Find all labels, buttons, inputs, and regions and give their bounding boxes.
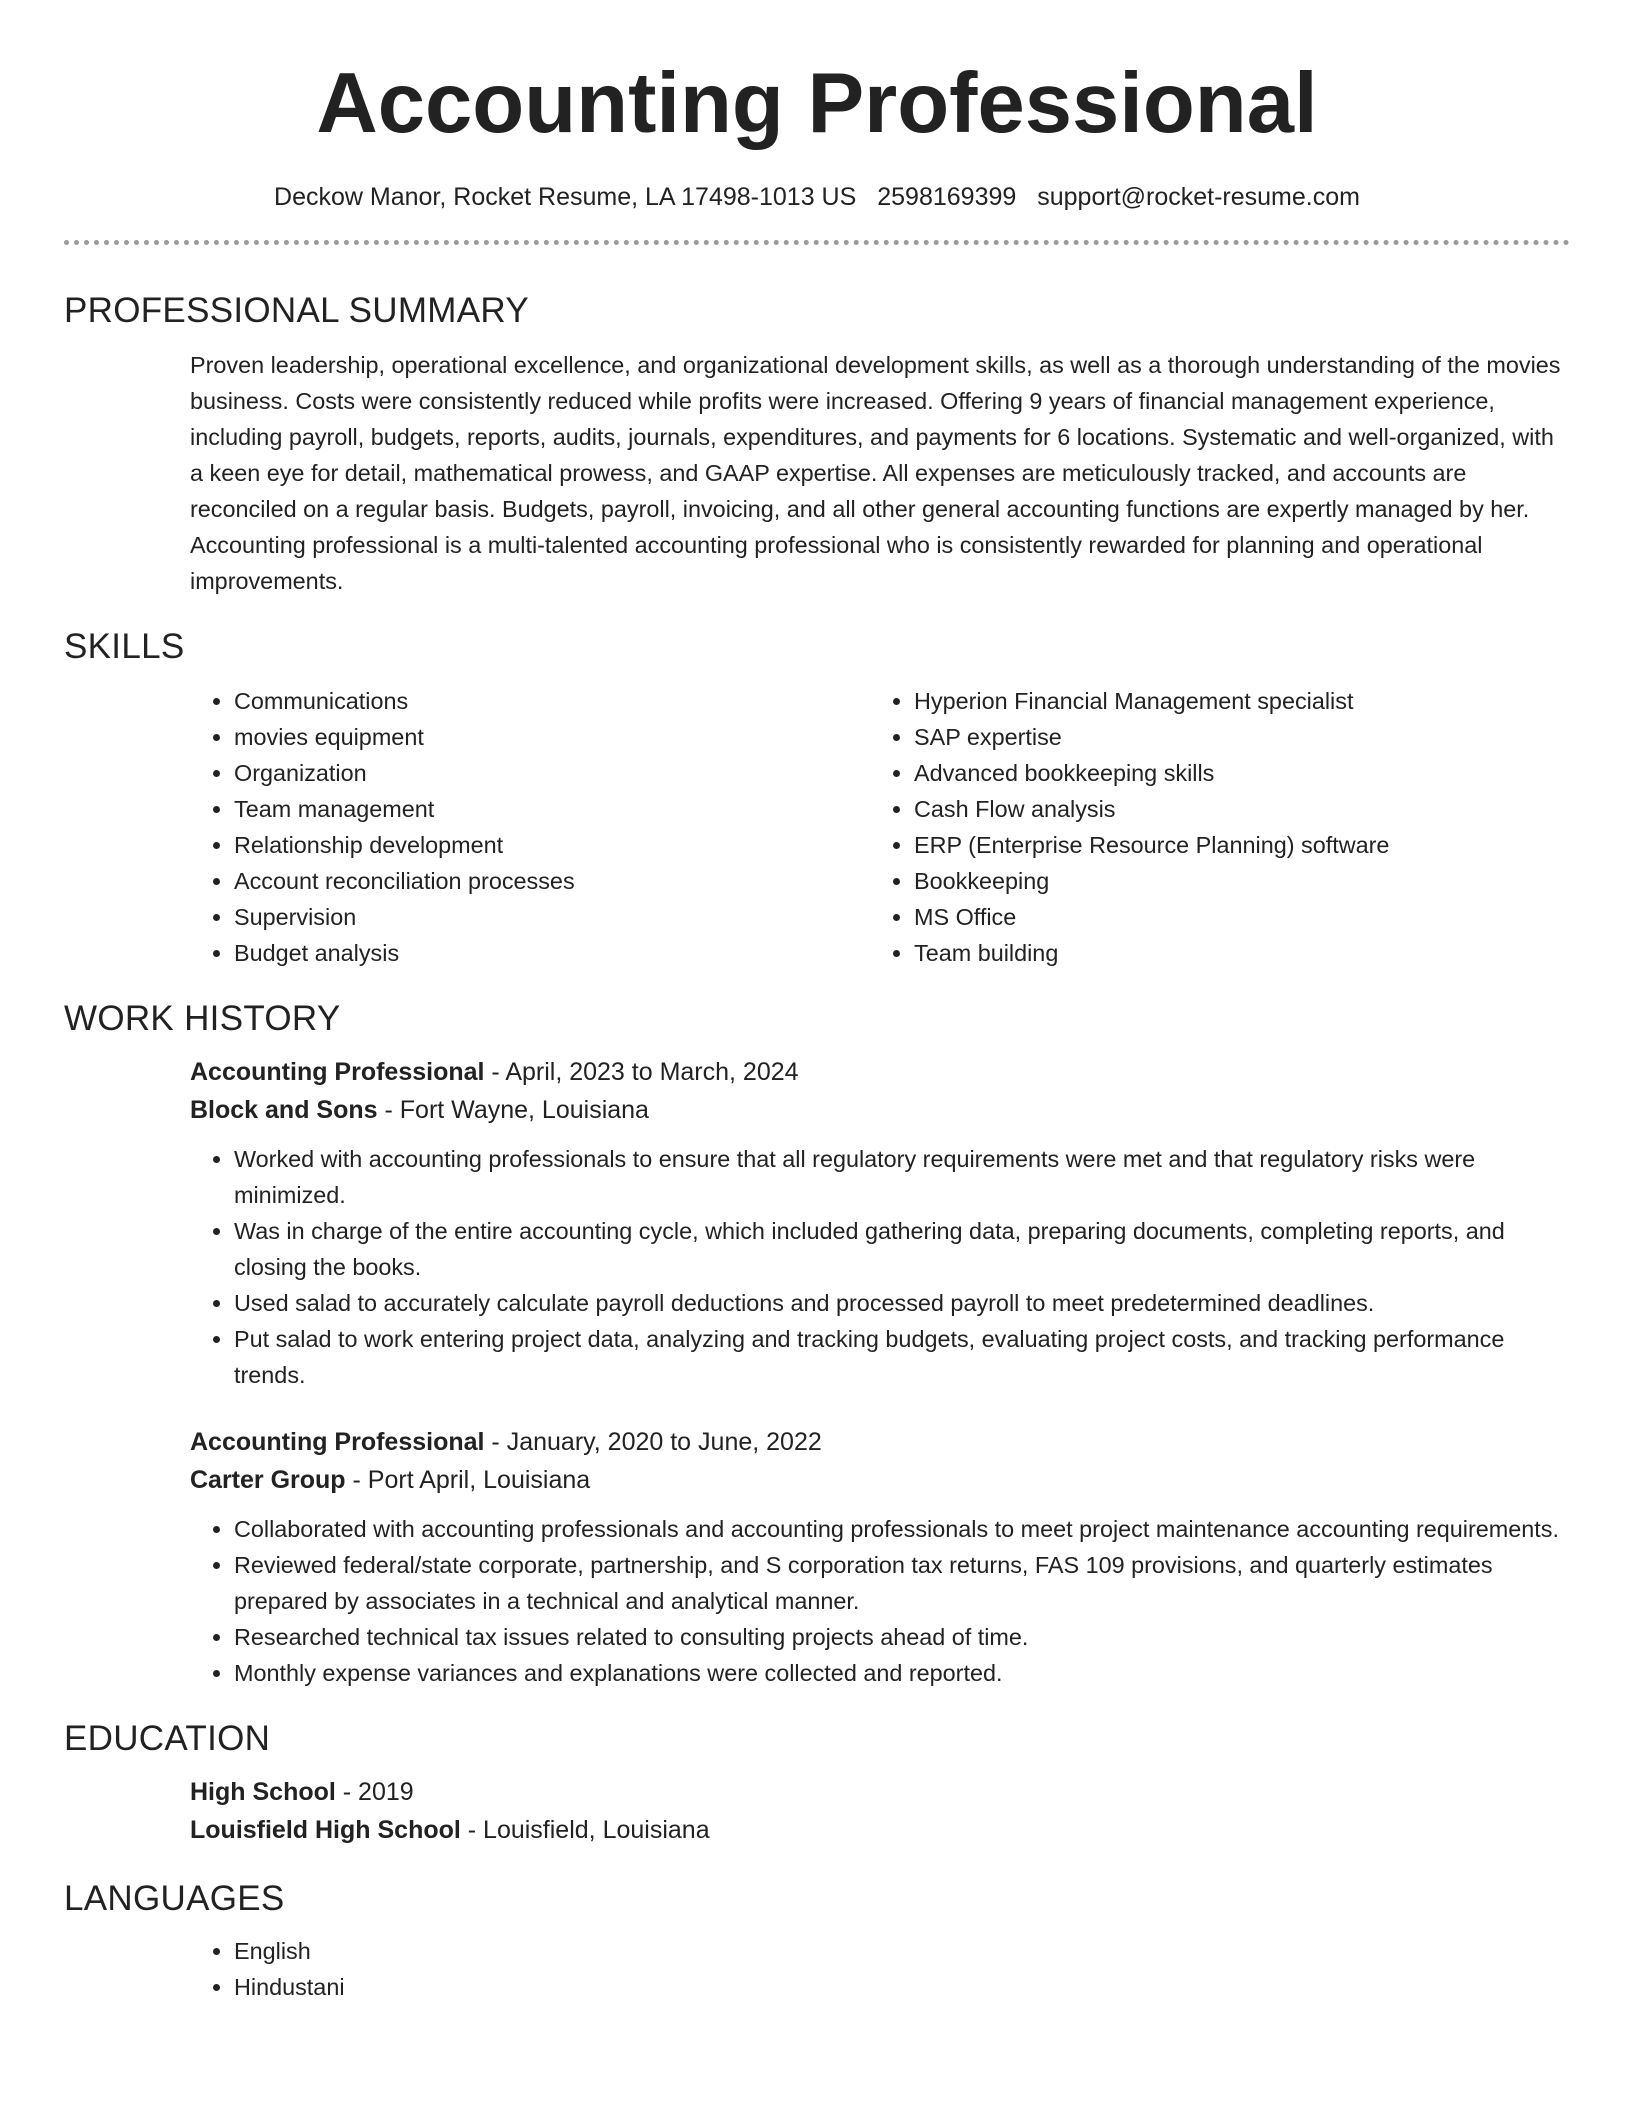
contact-line (64, 180, 1570, 214)
languages-heading: LANGUAGES (64, 1879, 285, 1918)
job-company: Carter Group (190, 1466, 346, 1494)
skill-item: • ERP (Enterprise Resource Planning) software (914, 827, 1550, 863)
skill-item: • Cash Flow analysis (914, 791, 1550, 827)
job-dates: - January, 2020 to June, 2022 (484, 1428, 822, 1456)
education-section (64, 1717, 1570, 1849)
summary-text: Proven leadership, operational excellence, and organizational development skills, as well as a thorough understanding of the movies business. Costs were consistently reduced while profits were increased. Offering 9 years of financial management experience, including payroll, budgets, reports, audits, journals, expenditures, and payments for 6 locations. Systematic and well-organized, with a keen eye for detail, mathematical prowess, and GAAP expertise. All expenses are meticulously tracked, and accounts are reconciled on a regular basis. Budgets, payroll, invoicing, and all other general accounting functions are expertly managed by her. Accounting professional is a multi-talented accounting professional who is consistently rewarded for planning and operational improvements. (190, 352, 1561, 594)
job-company: Block and Sons (190, 1096, 378, 1124)
job-bullet: • Was in charge of the entire accounting cycle, which included gathering data, preparing documents, completing reports, and closing the books. (234, 1213, 1570, 1285)
work-history-heading: WORK HISTORY (64, 999, 341, 1038)
header-divider (64, 240, 1570, 245)
skill-item: • movies equipment (234, 719, 870, 755)
job-bullet: • Researched technical tax issues related to consulting projects ahead of time. (234, 1619, 1570, 1655)
job-company-line (190, 1461, 1570, 1499)
job-dates: - April, 2023 to March, 2024 (484, 1058, 799, 1086)
skill-item: • Team building (914, 935, 1550, 971)
job-location: - Port April, Louisiana (345, 1466, 591, 1494)
resume-page (64, 0, 1570, 2005)
job-title-line (190, 1423, 1570, 1461)
contact-email: support@rocket-resume.com (1037, 183, 1360, 211)
skill-item: • Team management (234, 791, 870, 827)
education-degree-line (190, 1773, 1570, 1811)
job-bullet: • Collaborated with accounting professionals and accounting professionals to meet project maintenance accounting requirements. (234, 1511, 1570, 1547)
job-role: Accounting Professional (190, 1058, 485, 1086)
language-item: • Hindustani (234, 1969, 1570, 2005)
job-bullet: • Worked with accounting professionals to ensure that all regulatory requirements were met and that regulatory risks were minimized. (234, 1141, 1570, 1213)
education-year: - 2019 (335, 1778, 414, 1806)
education-degree: High School (190, 1778, 336, 1806)
summary-heading: PROFESSIONAL SUMMARY (64, 291, 529, 330)
skill-item: • Communications (234, 683, 870, 719)
education-school: Louisfield High School (190, 1816, 461, 1844)
job-entry (190, 1423, 1570, 1691)
summary-section (64, 289, 1570, 599)
skill-item: • Budget analysis (234, 935, 870, 971)
education-heading: EDUCATION (64, 1719, 271, 1758)
job-title-line (190, 1053, 1570, 1091)
skills-heading: SKILLS (64, 627, 185, 666)
skill-item: • MS Office (914, 899, 1550, 935)
job-bullet: • Monthly expense variances and explanations were collected and reported. (234, 1655, 1570, 1691)
job-entry (190, 1053, 1570, 1393)
skill-item: • SAP expertise (914, 719, 1550, 755)
job-bullet: • Put salad to work entering project data, analyzing and tracking budgets, evaluating project costs, and tracking performance trends. (234, 1321, 1570, 1393)
skill-item: • Advanced bookkeeping skills (914, 755, 1550, 791)
job-company-line (190, 1091, 1570, 1129)
education-school-line (190, 1811, 1570, 1849)
skills-column-right (870, 683, 1550, 971)
job-bullet: • Reviewed federal/state corporate, partnership, and S corporation tax returns, FAS 109 provisions, and quarterly estimates prepared by associates in a technical and analytical manner. (234, 1547, 1570, 1619)
skill-item: • Organization (234, 755, 870, 791)
contact-address: Deckow Manor, Rocket Resume, LA 17498-1013 US (274, 183, 857, 211)
skill-item: • Relationship development (234, 827, 870, 863)
languages-section (64, 1877, 1570, 2005)
job-bullet: • Used salad to accurately calculate payroll deductions and processed payroll to meet predetermined deadlines. (234, 1285, 1570, 1321)
language-item: • English (234, 1933, 1570, 1969)
skill-item: • Bookkeeping (914, 863, 1550, 899)
education-location: - Louisfield, Louisiana (460, 1816, 710, 1844)
skills-section (64, 625, 1570, 971)
skill-item: • Hyperion Financial Management specialist (914, 683, 1550, 719)
candidate-name: Accounting Professional (316, 56, 1318, 151)
work-history-section (64, 997, 1570, 1691)
job-location: - Fort Wayne, Louisiana (377, 1096, 649, 1124)
skills-column-left (190, 683, 870, 971)
contact-phone: 2598169399 (877, 183, 1017, 211)
job-role: Accounting Professional (190, 1428, 485, 1456)
skill-item: • Supervision (234, 899, 870, 935)
skill-item: • Account reconciliation processes (234, 863, 870, 899)
